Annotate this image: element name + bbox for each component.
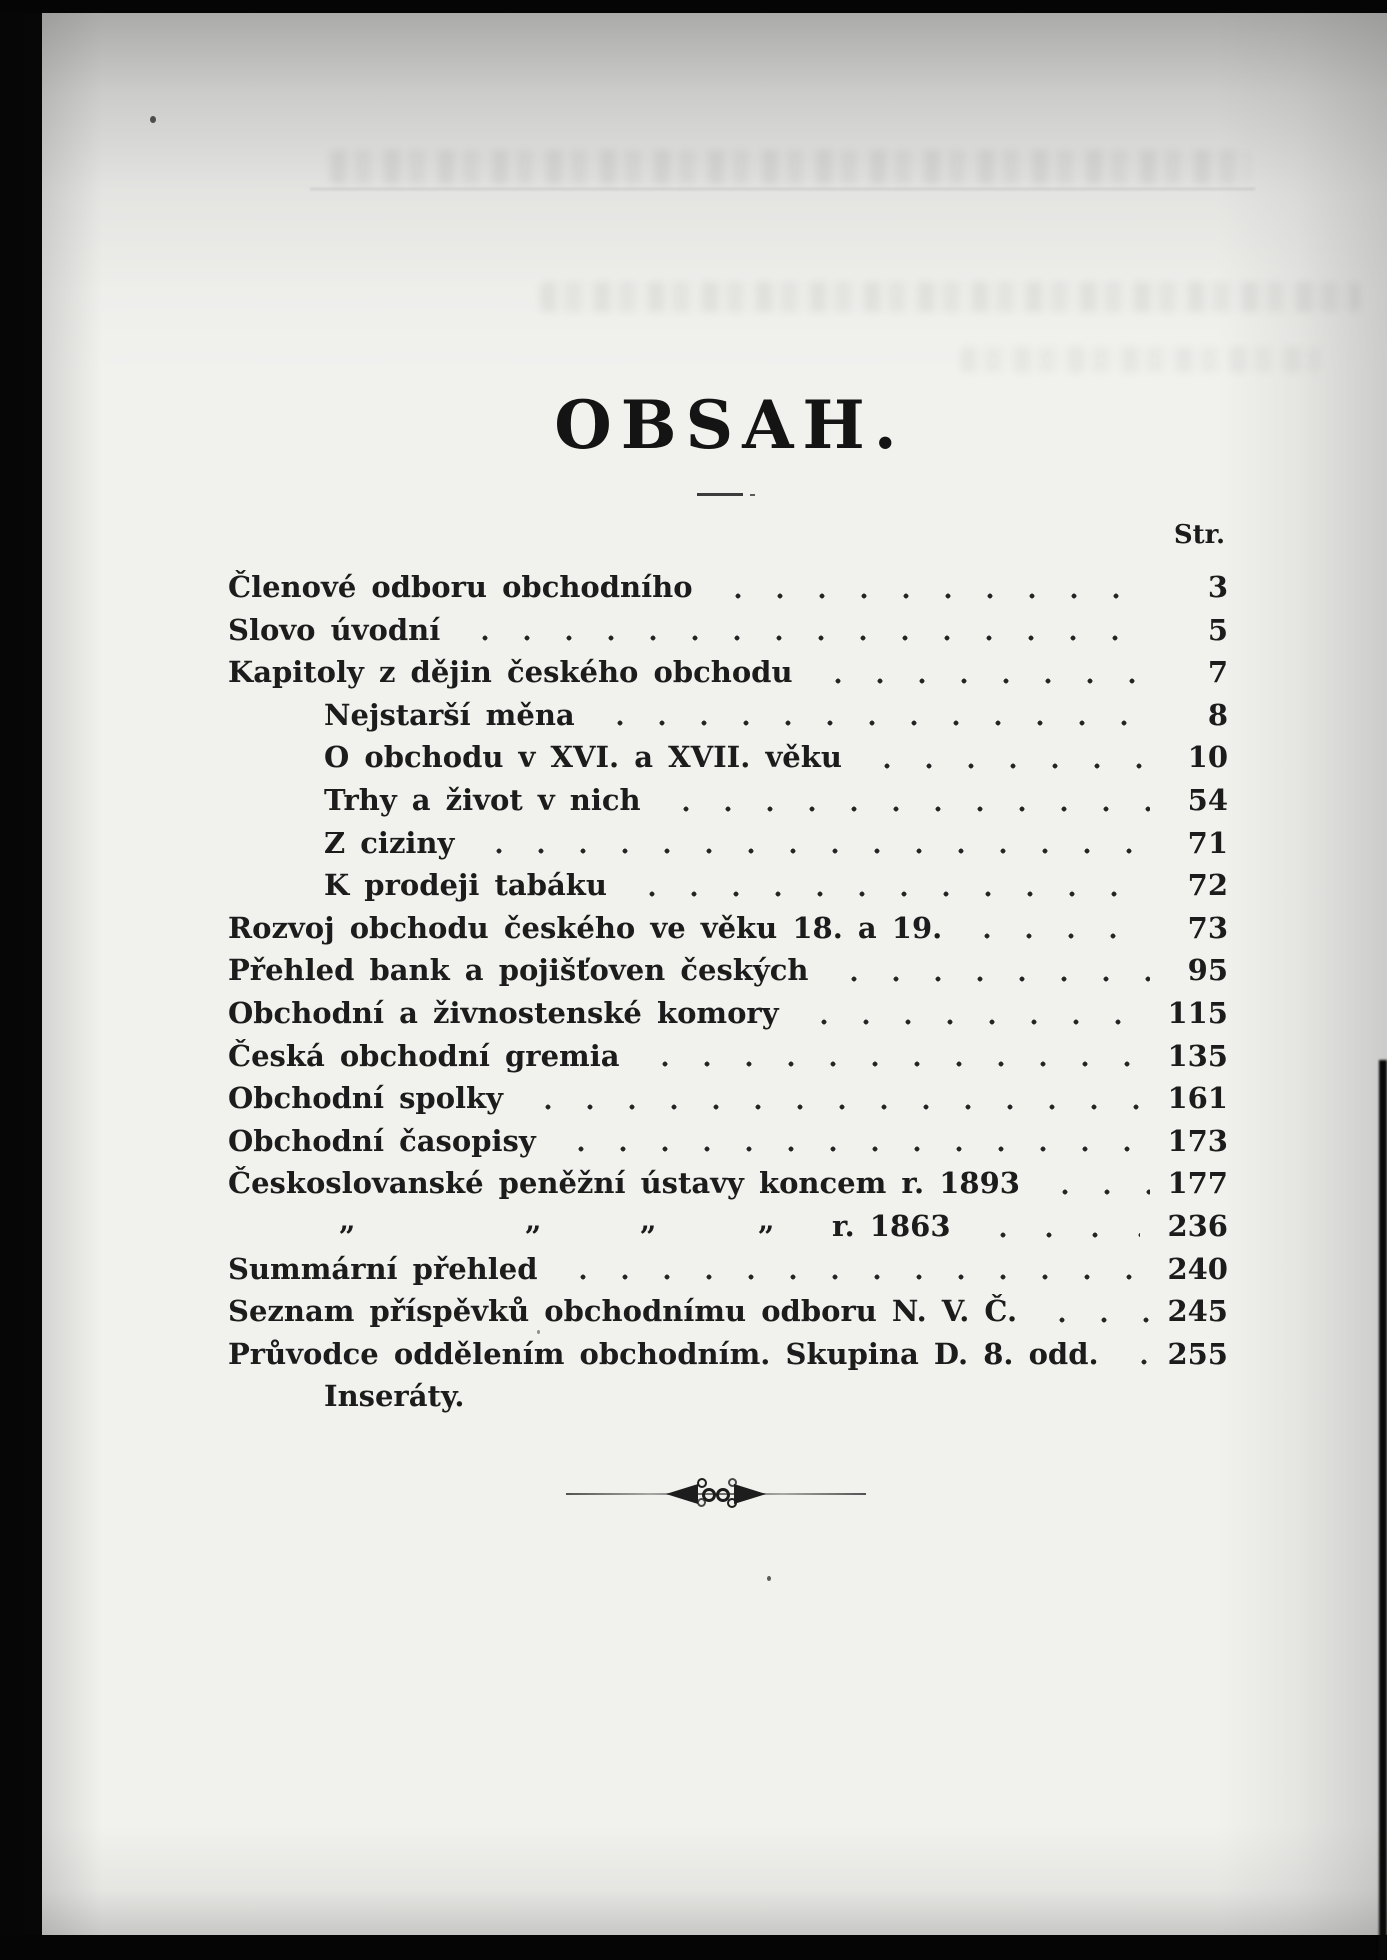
ink-speck	[150, 116, 156, 123]
title-rule	[697, 493, 743, 496]
dot-leader	[634, 1035, 1150, 1078]
scan-right-edge	[1379, 1060, 1387, 1960]
toc-entry-label: Summární přehled	[228, 1251, 538, 1286]
dot-leader	[550, 1120, 1150, 1163]
ditto-mark: „	[525, 1202, 542, 1237]
toc-entry-page: 173	[1167, 1123, 1228, 1158]
divider-curl-icon	[697, 1478, 707, 1488]
dot-leader	[956, 907, 1150, 950]
toc-row	[228, 1035, 1228, 1078]
toc-entry-label: O obchodu v XVI. a XVII. věku	[324, 740, 842, 775]
dot-leader	[621, 864, 1150, 907]
divider-curl-icon	[697, 1498, 706, 1507]
dot-leader	[856, 736, 1150, 779]
toc-entry-label: Členové odboru obchodního	[228, 570, 693, 604]
toc-row	[228, 651, 1228, 694]
scan-spine-shadow	[24, 0, 42, 1960]
toc-entry-page: 5	[1207, 612, 1228, 647]
toc-entry-page: 135	[1167, 1038, 1228, 1073]
toc-row	[228, 1290, 1228, 1333]
bleedthrough-smudge	[960, 347, 1320, 373]
toc-entry-label: Slovo úvodní	[228, 612, 441, 647]
toc-entry-page: 8	[1207, 697, 1228, 732]
dot-leader	[468, 822, 1150, 865]
toc-entry-label: K prodeji tabáku	[324, 868, 607, 903]
toc-entry-page: 177	[1167, 1166, 1228, 1201]
toc-entry-page: 245	[1167, 1294, 1228, 1329]
ditto-mark: „	[758, 1202, 775, 1237]
toc-entry-label: Nejstarší měna	[324, 697, 575, 732]
toc-entry-page: 255	[1167, 1336, 1228, 1371]
toc-row	[228, 1333, 1228, 1376]
scan-bottom-edge	[0, 1935, 1387, 1960]
toc-entry-page: 54	[1187, 782, 1228, 817]
dot-leader	[479, 1375, 1150, 1418]
toc-row	[228, 1248, 1228, 1291]
divider-curl-icon	[728, 1478, 737, 1487]
ditto-mark: „	[339, 1202, 356, 1237]
ornament-divider	[566, 1480, 866, 1508]
toc-row	[228, 566, 1228, 609]
dot-leader	[1034, 1162, 1150, 1205]
toc-entry-page: 161	[1167, 1081, 1228, 1116]
dot-leader	[1113, 1333, 1150, 1376]
dot-leader	[517, 1077, 1150, 1120]
toc-row	[228, 694, 1228, 737]
dot-leader	[1031, 1290, 1150, 1333]
toc-entry-label: Kapitoly z dějin českého obchodu	[228, 655, 793, 690]
dot-leader	[655, 779, 1150, 822]
toc-entry-label: Seznam příspěvků obchodnímu odboru N. V. Č.	[228, 1294, 1018, 1329]
ditto-mark: „	[640, 1202, 657, 1237]
toc-entry-label: Obchodní časopisy	[228, 1123, 536, 1158]
toc-entry-page: 95	[1187, 953, 1228, 988]
toc-row-ditto	[228, 1202, 1228, 1248]
toc-row	[228, 1120, 1228, 1163]
toc-entry-label: Trhy a život v nich	[324, 782, 641, 817]
toc-row	[228, 1162, 1228, 1205]
dot-leader	[823, 949, 1151, 992]
toc-entry-label: Inseráty.	[324, 1379, 465, 1414]
dot-leader	[976, 1205, 1140, 1248]
scan-left-page-edge	[0, 0, 24, 1960]
dot-leader	[707, 566, 1150, 609]
bleedthrough-smudge	[330, 150, 1250, 184]
toc-entry-label: r. 1863	[832, 1208, 951, 1243]
toc-entry-page: 236	[1167, 1208, 1228, 1243]
toc-entry-label: Obchodní spolky	[228, 1081, 504, 1116]
scan-top-edge	[0, 0, 1387, 13]
toc-row	[228, 1375, 1228, 1418]
toc-row	[228, 949, 1228, 992]
toc-row	[228, 1077, 1228, 1120]
divider-arrow-right-icon	[734, 1484, 766, 1504]
toc-entry-label: Z ciziny	[324, 825, 455, 860]
bleedthrough-smudge	[540, 282, 1360, 312]
toc-row	[228, 907, 1228, 950]
dot-leader	[793, 992, 1150, 1035]
page-number-column-header: Str.	[1173, 520, 1225, 550]
dot-leader	[589, 694, 1150, 737]
toc-row	[228, 992, 1228, 1035]
toc-row	[228, 779, 1228, 822]
toc-entry-page: 3	[1207, 570, 1228, 604]
toc-row	[228, 822, 1228, 865]
divider-arrow-left-icon	[666, 1484, 698, 1504]
toc-entry-label: Obchodní a živnostenské komory	[228, 995, 779, 1030]
bleedthrough-hairline	[310, 188, 1255, 190]
ink-speck	[767, 1576, 771, 1581]
toc-entry-page: 71	[1187, 825, 1228, 860]
toc-row	[228, 736, 1228, 779]
toc-entry-label: Přehled bank a pojišťoven českých	[228, 953, 809, 988]
page-title: OBSAH.	[554, 386, 906, 464]
dot-leader	[454, 609, 1150, 652]
toc-entry-label: Česká obchodní gremia	[228, 1038, 620, 1073]
toc-entry-page: 115	[1167, 995, 1228, 1030]
toc-entry-page: 10	[1187, 740, 1228, 775]
toc-rows	[228, 566, 1228, 1418]
divider-curl-icon	[727, 1498, 737, 1508]
toc-entry-label: Rozvoj obchodu českého ve věku 18. a 19.	[228, 910, 943, 945]
toc-row	[228, 609, 1228, 652]
toc-entry-page: 73	[1187, 910, 1228, 945]
toc-entry-label: Českoslovanské peněžní ústavy koncem r. 1893	[228, 1166, 1020, 1201]
dot-leader	[552, 1248, 1151, 1291]
toc-row	[228, 864, 1228, 907]
toc-entry-page: 72	[1187, 868, 1228, 903]
toc-entry-page: 240	[1167, 1251, 1228, 1286]
dot-leader	[807, 651, 1150, 694]
toc-entry-label: Průvodce oddělením obchodním. Skupina D. 8. odd.	[228, 1336, 1099, 1371]
toc-entry-page: 7	[1207, 655, 1228, 690]
